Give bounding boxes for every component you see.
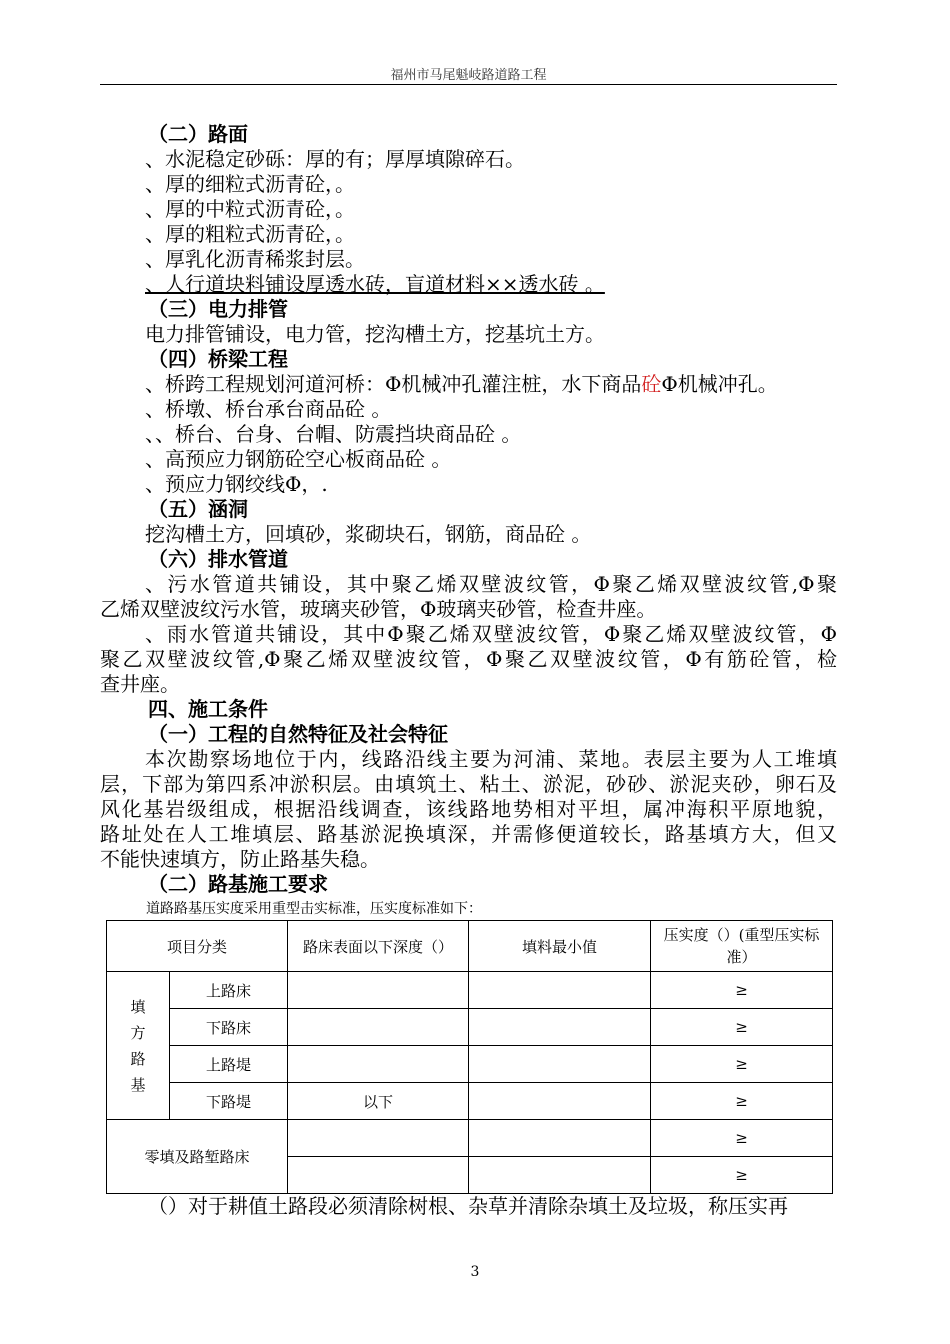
table-row [107,1083,833,1120]
row-compaction: ≥ [651,1046,833,1083]
paragraph-line: 不能快速填方，防止路基失稳。 [100,847,380,871]
row-compaction: ≥ [651,1009,833,1046]
table-header-row [107,921,833,972]
table-row [107,1120,833,1157]
row-depth [288,1046,469,1083]
list-item: 、、桥台、台身、台帽、防震挡块商品砼 。 [145,422,522,446]
paragraph-line: 路址处在人工堆填层、路基淤泥换填深，并需修便道较长，路基填方大，但又 [100,822,837,846]
document-body [100,122,837,921]
header-compaction [651,921,833,972]
row-compaction: ≥ [651,1120,833,1157]
header-compaction-line1: 压实度（）(重型压实标 [663,926,820,944]
row-name: 上路床 [170,972,288,1009]
row-min [469,972,651,1009]
highlighted-text: 砼 [641,372,662,396]
list-item-underlined [100,272,837,297]
row-min [469,1009,651,1046]
paragraph-line: 乙烯双壁波纹污水管，玻璃夹砂管，Φ玻璃夹砂管，检查井座。 [100,597,657,621]
header-min-fill: 填料最小值 [469,921,651,972]
list-item: 、预应力钢绞线Φ，. [145,472,328,496]
row-depth [288,972,469,1009]
header-category: 项目分类 [107,921,288,972]
list-item: 、厚的中粒式沥青砼，。 [145,197,355,221]
group-char: 方 [130,1023,146,1042]
table-row [107,972,833,1009]
header-compaction-line2: 准） [726,948,757,966]
paragraph-line: 查井座。 [100,672,180,696]
section-heading-power: （三）电力排管 [148,297,288,321]
section-heading-conditions: 四、施工条件 [148,697,268,721]
table-caption: 道路路基压实度采用重型击实标准，压实度标准如下： [146,901,482,917]
fill-subgrade-group [107,972,170,1120]
paragraph-line: 层，下部为第四系冲淤积层。由填筑土、粘土、淤泥，砂砂、淤泥夹砂，卵石及 [100,772,837,796]
underlined-text: 、人行道块料铺设厚透水砖，盲道材料××透水砖 。 [145,272,605,296]
compaction-table [106,920,833,1194]
header-depth: 路床表面以下深度（） [288,921,469,972]
paragraph-line: 、污水管道共铺设，其中聚乙烯双壁波纹管，Φ聚乙烯双壁波纹管,Φ聚 [145,572,837,596]
paragraph-line: 本次勘察场地位于内，线路沿线主要为河浦、菜地。表层主要为人工堆填 [145,747,837,771]
header-divider [100,84,837,85]
table-row [107,1009,833,1046]
paragraph: 电力排管铺设，电力管，挖沟槽土方，挖基坑土方。 [145,322,605,346]
table-row [107,1046,833,1083]
list-item [100,372,837,397]
page-header: 福州市马尾魁岐路道路工程 [390,68,547,83]
section-heading-bridge: （四）桥梁工程 [148,347,288,371]
list-item: 、桥墩、桥台承台商品砼 。 [145,397,392,421]
list-item: 、厚的细粒式沥青砼，。 [145,172,355,196]
row-name: 下路床 [170,1009,288,1046]
row-depth: 以下 [288,1083,469,1120]
subsection-heading: （一）工程的自然特征及社会特征 [148,722,448,746]
row-compaction: ≥ [651,972,833,1009]
row-min [469,1157,651,1194]
list-item: 、水泥稳定砂砾：厚的有；厚厚填隙碎石。 [145,147,525,171]
row-name: 上路堤 [170,1046,288,1083]
subsection-heading: （二）路基施工要求 [148,872,328,896]
paragraph-line: 、雨水管道共铺设，其中Φ聚乙烯双壁波纹管，Φ聚乙烯双壁波纹管，Φ [145,622,837,646]
section-heading-drainage: （六）排水管道 [148,547,288,571]
list-item: 、厚的粗粒式沥青砼，。 [145,222,355,246]
page-number: 3 [470,1264,480,1280]
text-run: 、桥跨工程规划河道河桥：Φ机械冲孔灌注桩，水下商品 [145,372,642,396]
section-heading-pavement: （二）路面 [148,122,248,146]
list-item: 、高预应力钢筋砼空心板商品砼 。 [145,447,452,471]
row-depth [288,1157,469,1194]
paragraph-line: （）对于耕值土路段必须清除树根、杂草并清除杂填土及垃圾，称压实再 [148,1194,788,1218]
paragraph-line: 风化基岩级组成，根据沿线调查，该线路地势相对平坦，属冲海积平原地貌， [100,797,837,821]
row-min [469,1046,651,1083]
row-compaction: ≥ [651,1083,833,1120]
text-run: Φ机械冲孔。 [661,372,778,396]
group-char: 基 [130,1075,146,1094]
group-char: 路 [130,1049,146,1068]
row-depth [288,1009,469,1046]
row-min [469,1120,651,1157]
paragraph-line: 聚乙双壁波纹管,Φ聚乙烯双壁波纹管，Φ聚乙双壁波纹管，Φ有筋砼管，检 [100,647,837,671]
row-compaction: ≥ [651,1157,833,1194]
row-depth [288,1120,469,1157]
section-heading-culvert: （五）涵洞 [148,497,248,521]
row-min [469,1083,651,1120]
row-name: 下路堤 [170,1083,288,1120]
paragraph: 挖沟槽土方，回填砂，浆砌块石，钢筋，商品砼 。 [145,522,592,546]
zero-fill-label: 零填及路堑路床 [107,1120,288,1194]
group-char: 填 [130,997,146,1016]
list-item: 、厚乳化沥青稀浆封层。 [145,247,365,271]
